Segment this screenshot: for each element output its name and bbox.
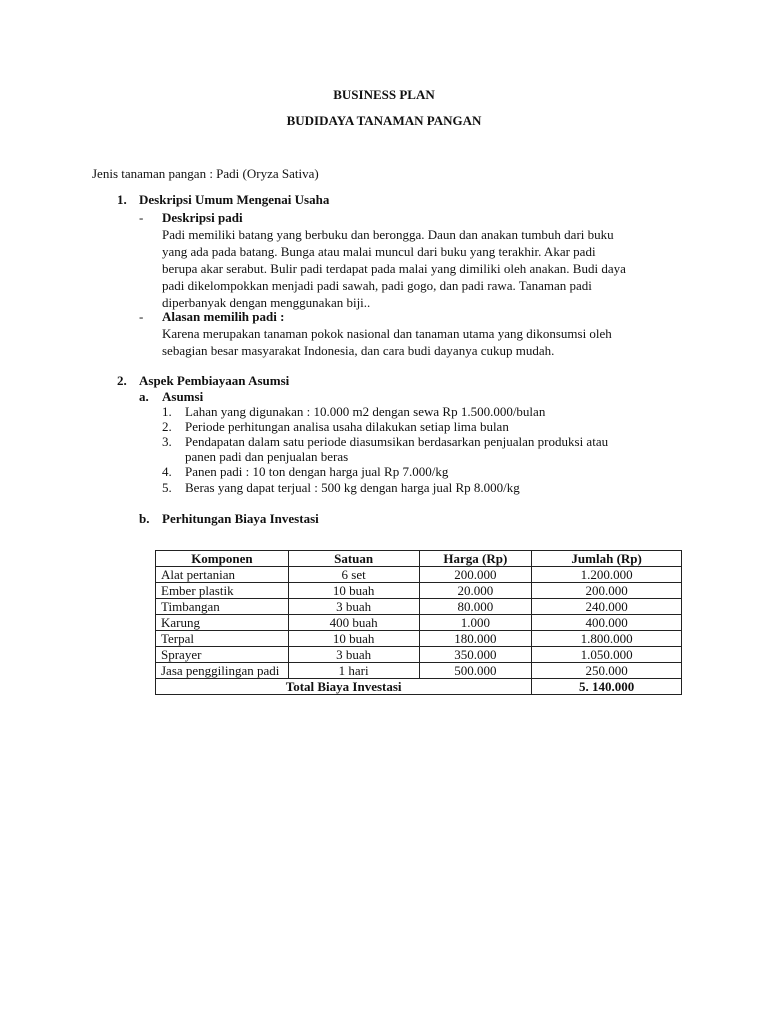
header-jumlah: Jumlah (Rp)	[532, 551, 682, 567]
cell-komponen: Karung	[156, 615, 289, 631]
cell-komponen: Alat pertanian	[156, 567, 289, 583]
paragraph-line: diperbanyak dengan menggunakan biji..	[162, 295, 371, 310]
subB-letter: b.	[139, 511, 150, 526]
investment-table	[155, 550, 682, 695]
header-harga: Harga (Rp)	[419, 551, 532, 567]
table-row	[156, 647, 682, 663]
cell-harga: 180.000	[419, 631, 532, 647]
total-value: 5. 140.000	[532, 679, 682, 695]
paragraph-line: berupa akar serabut. Bulir padi terdapat pada malai yang dimiliki oleh anakan. Budi daya	[162, 261, 626, 276]
cell-harga: 350.000	[419, 647, 532, 663]
cell-jumlah: 1.800.000	[532, 631, 682, 647]
assumption-5-text: Beras yang dapat terjual : 500 kg dengan harga jual Rp 8.000/kg	[185, 480, 520, 495]
paragraph-line: padi dikelompokkan menjadi padi sawah, padi gogo, dan padi rawa. Tanaman padi	[162, 278, 592, 293]
cell-jumlah: 250.000	[532, 663, 682, 679]
cell-harga: 200.000	[419, 567, 532, 583]
cell-jumlah: 400.000	[532, 615, 682, 631]
cell-komponen: Ember plastik	[156, 583, 289, 599]
paragraph-line: Padi memiliki batang yang berbuku dan berongga. Daun dan anakan tumbuh dari buku	[162, 227, 614, 242]
section1-number: 1.	[117, 192, 127, 207]
cell-satuan: 10 buah	[288, 583, 419, 599]
total-label: Total Biaya Investasi	[156, 679, 532, 695]
cell-harga: 500.000	[419, 663, 532, 679]
table-row	[156, 567, 682, 583]
section2-number: 2.	[117, 373, 127, 388]
cell-jumlah: 1.050.000	[532, 647, 682, 663]
table-row	[156, 663, 682, 679]
cell-komponen: Sprayer	[156, 647, 289, 663]
assumption-3-text: Pendapatan dalam satu periode diasumsikan berdasarkan penjualan produksi atau	[185, 434, 609, 449]
table-total-row	[156, 679, 682, 695]
sub2-dash: -	[139, 309, 144, 324]
table-row	[156, 615, 682, 631]
assumption-3-number: 3.	[162, 434, 172, 449]
sub1-dash: -	[139, 210, 144, 225]
cell-komponen: Jasa penggilingan padi	[156, 663, 289, 679]
subA-heading: Asumsi	[162, 389, 204, 404]
table-row	[156, 599, 682, 615]
cell-komponen: Terpal	[156, 631, 289, 647]
assumption-2-number: 2.	[162, 419, 172, 434]
assumption-4-text: Panen padi : 10 ton dengan harga jual Rp 7.000/kg	[185, 464, 449, 479]
cell-jumlah: 1.200.000	[532, 567, 682, 583]
plant-type-line: Jenis tanaman pangan : Padi (Oryza Sativa)	[92, 166, 319, 181]
table-row	[156, 631, 682, 647]
sub1-paragraph	[162, 226, 662, 311]
cell-satuan: 3 buah	[288, 599, 419, 615]
assumption-1-text: Lahan yang digunakan : 10.000 m2 dengan sewa Rp 1.500.000/bulan	[185, 404, 546, 419]
section1-heading: Deskripsi Umum Mengenai Usaha	[139, 192, 330, 207]
assumption-3-text-cont: panen padi dan penjualan beras	[185, 449, 349, 464]
cell-satuan: 3 buah	[288, 647, 419, 663]
cell-satuan: 1 hari	[288, 663, 419, 679]
paragraph-line: yang ada pada batang. Bunga atau malai muncul dari buku yang terakhir. Akar padi	[162, 244, 596, 259]
paragraph-line: Karena merupakan tanaman pokok nasional dan tanaman utama yang dikonsumsi oleh	[162, 326, 612, 341]
cell-jumlah: 200.000	[532, 583, 682, 599]
subA-letter: a.	[139, 389, 149, 404]
cell-komponen: Timbangan	[156, 599, 289, 615]
section2-heading: Aspek Pembiayaan Asumsi	[139, 373, 290, 388]
cell-satuan: 400 buah	[288, 615, 419, 631]
assumption-1-number: 1.	[162, 404, 172, 419]
table-row	[156, 583, 682, 599]
assumption-4-number: 4.	[162, 464, 172, 479]
assumption-2-text: Periode perhitungan analisa usaha dilakukan setiap lima bulan	[185, 419, 509, 434]
sub1-heading: Deskripsi padi	[162, 210, 243, 225]
cell-satuan: 6 set	[288, 567, 419, 583]
document-subtitle: BUDIDAYA TANAMAN PANGAN	[286, 113, 482, 128]
header-satuan: Satuan	[288, 551, 419, 567]
sub2-paragraph	[162, 325, 662, 359]
cell-harga: 80.000	[419, 599, 532, 615]
cell-satuan: 10 buah	[288, 631, 419, 647]
cell-harga: 20.000	[419, 583, 532, 599]
table-header-row	[156, 551, 682, 567]
document-title: BUSINESS PLAN	[333, 87, 435, 102]
assumption-5-number: 5.	[162, 480, 172, 495]
sub2-heading: Alasan memilih padi :	[162, 309, 285, 324]
cell-jumlah: 240.000	[532, 599, 682, 615]
subB-heading: Perhitungan Biaya Investasi	[162, 511, 319, 526]
header-komponen: Komponen	[156, 551, 289, 567]
cell-harga: 1.000	[419, 615, 532, 631]
paragraph-line: sebagian besar masyarakat Indonesia, dan cara budi dayanya cukup mudah.	[162, 343, 555, 358]
